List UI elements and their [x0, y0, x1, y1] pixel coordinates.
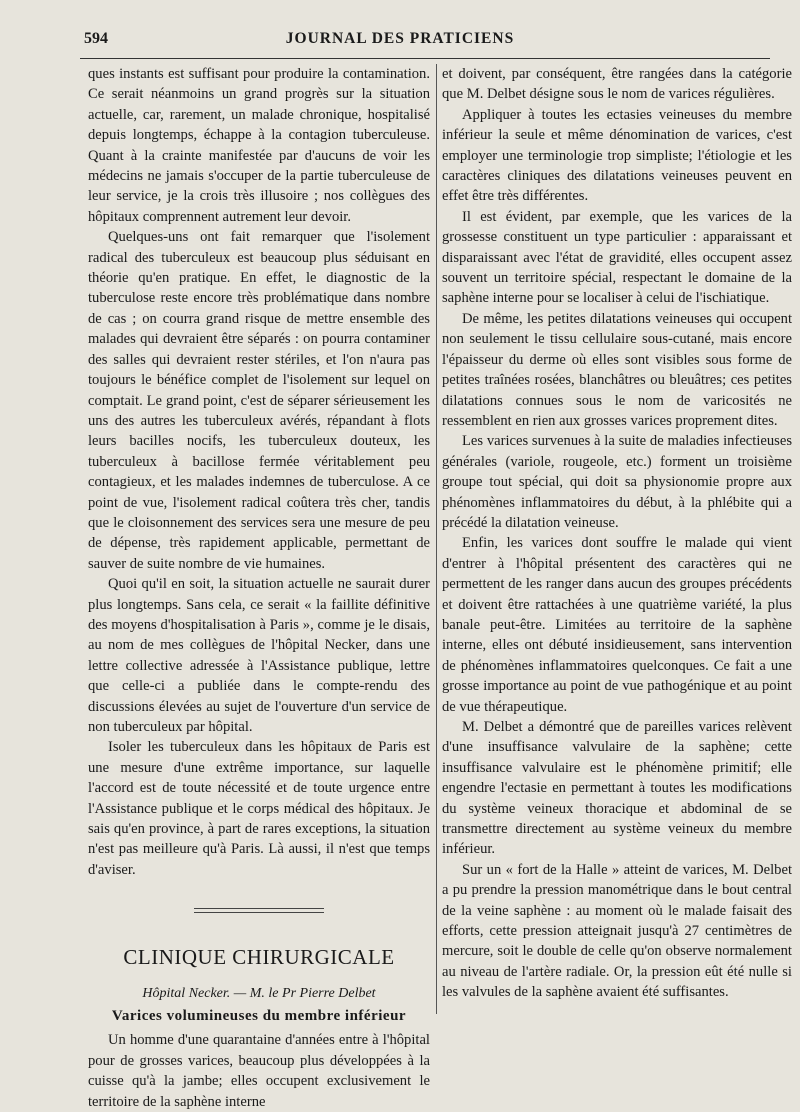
- paragraph: Un homme d'une quarantaine d'années entre à l'hôpital pour de grosses varices, beaucoup plus développées à la cuisse qu'à la jambe; elles occupent exclusivement le territoire de la saphène interne: [88, 1032, 430, 1110]
- byline-author: — M. le Pr Pierre Delbet: [230, 985, 376, 1001]
- header-rule: [80, 58, 770, 59]
- paragraph: De même, les petites dilatations veineuses qui occupent non seulement le tissu cellulaire sous-cutané, mais encore l'épaisseur du derme où elles sont visibles sous forme de petites traînées rosées, blanchâtres ou bleuâtres; ces petites dilatations connues sous le nom de varicosités ne ressemblent en rien aux grosses varices proprement dites.: [442, 310, 792, 429]
- paragraph: Il est évident, par exemple, que les varices de la grossesse constituent un type particulier : apparaissant et disparaissant avec l'état de gravidité, elles occupent assez souvent un territoire spécial, respectant le domaine de la saphène interne pour se localiser à celui de l'ischiatique.: [442, 208, 792, 307]
- paragraph: Appliquer à toutes les ectasies veineuses du membre inférieur la seule et même dénomination de varices, c'est employer une terminologie trop simpliste; l'étiologie et les caractères cliniques des dilatations veineuses peuvent en effet être très différentes.: [442, 106, 792, 205]
- paragraph: Les varices survenues à la suite de maladies infectieuses générales (variole, rougeole, etc.) forment un troisième groupe tout spécial, qui doit sa physionomie propre aux phénomènes inflammatoires du début, à la phlébite qui a précédé la dilatation veineuse.: [442, 433, 792, 531]
- section-title: CLINIQUE CHIRURGICALE: [123, 945, 395, 970]
- paragraph: Quoi qu'il en soit, la situation actuelle ne saurait durer plus longtemps. Sans cela, ce serait « la faillite définitive des moyens d'hospitalisation à Paris », comme je le disais, au nom de mes collègues de l'hôpital Necker, dans une lettre collective adressée à l'Assistance publique, lettre que celle-ci a publiée dans le compte-rendu des discussions élevées au sujet de l'ouverture d'un service de non tuberculeux par hôpital.: [88, 576, 430, 735]
- paragraph: Isoler les tuberculeux dans les hôpitaux de Paris est une mesure d'une extrême importance, sur laquelle l'accord est de toute nécessité et de toute urgence entre l'Assistance publique et le corps médical des hôpitaux. Je sais qu'en province, à part de rares exceptions, la situation n'est pas meilleure qu'à Paris. Là aussi, il n'est que temps d'aviser.: [88, 739, 430, 878]
- paragraph: et doivent, par conséquent, être rangées dans la catégorie que M. Delbet désigne sous le nom de varices régulières.: [442, 66, 792, 103]
- paragraph: ques instants est suffisant pour produire la contamination. Ce serait néanmoins un grand progrès sur la situation actuelle, car, rarement, un malade chronique, hospitalisé depuis longtemps, échappe à la contagion tuberculeuse. Quant à la crainte manifestée par d'aucuns de voir les médecins ne jamais s'occuper de la partie tuberculeuse de leur service, je la crois très illusoire ; nos collègues des hôpitaux comprennent autrement leur devoir.: [88, 66, 430, 225]
- section-separator: [194, 908, 324, 913]
- byline-hospital: Hôpital Necker.: [142, 985, 231, 1001]
- left-column: [88, 64, 430, 1112]
- journal-title: JOURNAL DES PRATICIENS: [285, 30, 515, 47]
- paragraph: M. Delbet a démontré que de pareilles varices relèvent d'une insuffisance valvulaire de la saphène; cette insuffisance valvulaire est le phénomène primitif; elle engendre l'ectasie en permettant à toutes les modifications du système veineux thoracique et abdominal de se transmettre directement au système veineux du membre inférieur.: [442, 719, 792, 858]
- paragraph: Enfin, les varices dont souffre le malade qui vient d'entrer à l'hôpital présentent des caractères qui ne permettent de les ranger dans aucun des groupes précédents et doivent être rattachées à une quatrième variété, la plus banale peut-être. Limitées au territoire de la saphène interne, elles ont débuté insidieusement, sans intervention de phénomènes inflammatoires quelconques. Ce fait a une grosse importance au point de vue pathogénique et au point de vue thérapeutique.: [442, 535, 792, 715]
- article-title: Varices volumineuses du membre inférieur: [111, 1008, 407, 1025]
- right-column: [442, 64, 792, 1003]
- article-byline: [88, 984, 430, 1004]
- column-divider: [436, 64, 437, 1014]
- paragraph: Sur un « fort de la Halle » atteint de varices, M. Delbet a pu prendre la pression manométrique dans le bout central de la veine saphène : au moment où le malade faisait des efforts, cette pression atteignait jusqu'à 27 centimètres de mercure, soit le double de celle qu'on observe normalement au niveau de l'artère radiale. Or, la pression eût été nulle si les valvules de la saphène avaient été suffisantes.: [442, 861, 792, 1001]
- page-number: 594: [84, 30, 108, 47]
- running-head: [0, 30, 800, 56]
- paragraph: Quelques-uns ont fait remarquer que l'isolement radical des tuberculeux est beaucoup plus séduisant en théorie qu'en pratique. En effet, le diagnostic de la tuberculose reste encore très problématique dans nombre de cas ; on courra grand risque de mettre ensemble des malades qui devraient être séparés : on pourra contaminer des salles qui devraient rester stériles, et l'on n'aura pas toujours le bénéfice complet de l'isolement sur lequel on comptait. Le grand point, c'est de séparer sérieusement les uns des autres les tuberculeux avérés, répandant à flots leurs bacilles nocifs, les tuberculeux douteux, les tuberculeux à bacillose fermée véritablement peu contagieux, et les malades indemnes de tuberculose. A ce point de vue, l'isolement radical coûtera très cher, tandis que le cloisonnement des services sera une mesure de peu de dépense, très rapidement applicable, permettant de sauver de suite nombre de vie humaines.: [88, 229, 430, 572]
